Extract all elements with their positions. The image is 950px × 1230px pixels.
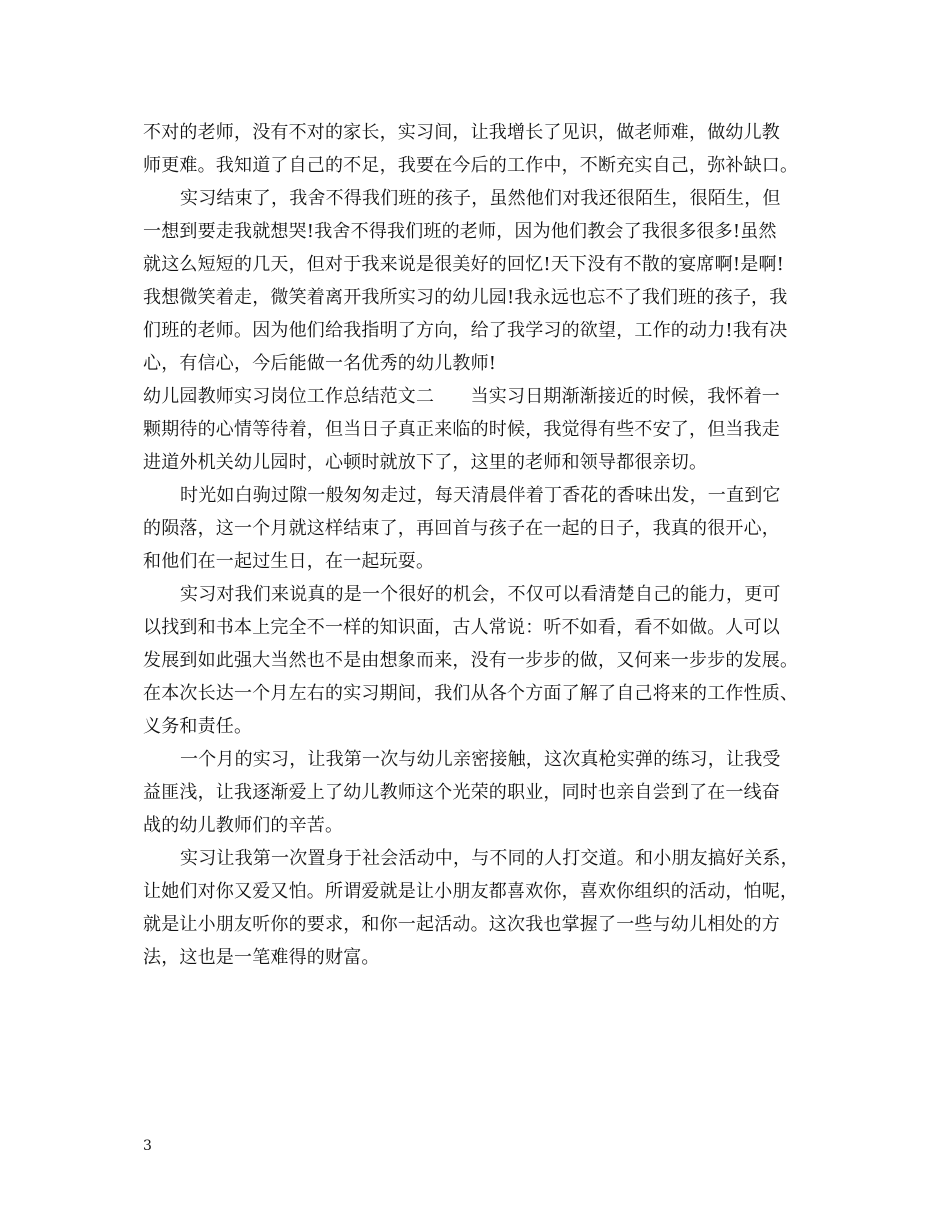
paragraph-start-line: 实习对我们来说真的是一个很好的机会，不仅可以看清楚自己的能力，更可 bbox=[180, 584, 781, 605]
text-line: 们班的老师。因为他们给我指明了方向，给了我学习的欲望，工作的动力!我有决 bbox=[143, 320, 788, 341]
paragraph-start-line: 时光如白驹过隙一般匆匆走过，每天清晨伴着丁香花的香味出发，一直到它 bbox=[180, 485, 781, 506]
text-line: 就这么短短的几天，但对于我来说是很美好的回忆!天下没有不散的宴席啊!是啊! bbox=[143, 254, 785, 275]
text-line: 心，有信心，今后能做一名优秀的幼儿教师! bbox=[143, 353, 497, 374]
body-text bbox=[143, 116, 808, 974]
text-line: 和他们在一起过生日，在一起玩耍。 bbox=[143, 551, 435, 572]
text-line: 在本次长达一个月左右的实习期间，我们从各个方面了解了自己将来的工作性质、 bbox=[143, 683, 799, 704]
text-line: 义务和责任。 bbox=[143, 716, 253, 737]
section-heading-line: 幼儿园教师实习岗位工作总结范文二 当实习日期渐渐接近的时候，我怀着一 bbox=[143, 386, 780, 407]
text-line: 战的幼儿教师们的辛苦。 bbox=[143, 815, 344, 836]
text-line: 就是让小朋友听你的要求，和你一起活动。这次我也掌握了一些与幼儿相处的方 bbox=[143, 914, 780, 935]
text-line: 颗期待的心情等待着，但当日子真正来临的时候，我觉得有些不安了，但当我走 bbox=[143, 419, 780, 440]
text-line: 一想到要走我就想哭!我舍不得我们班的老师，因为他们教会了我很多很多!虽然 bbox=[143, 221, 777, 242]
text-line: 益匪浅，让我逐渐爱上了幼儿教师这个光荣的职业，同时也亲自尝到了在一线奋 bbox=[143, 782, 780, 803]
text-line: 我想微笑着走，微笑着离开我所实习的幼儿园!我永远也忘不了我们班的孩子，我 bbox=[143, 287, 788, 308]
text-line: 让她们对你又爱又怕。所谓爱就是让小朋友都喜欢你，喜欢你组织的活动，怕呢， bbox=[143, 881, 799, 902]
text-line: 师更难。我知道了自己的不足，我要在今后的工作中，不断充实自己，弥补缺口。 bbox=[143, 155, 799, 176]
text-line: 发展到如此强大当然也不是由想象而来，没有一步步的做，又何来一步步的发展。 bbox=[143, 650, 799, 671]
page-number: 3 bbox=[143, 1138, 152, 1154]
text-line: 进道外机关幼儿园时，心顿时就放下了，这里的老师和领导都很亲切。 bbox=[143, 452, 708, 473]
paragraph-start-line: 实习让我第一次置身于社会活动中，与不同的人打交道。和小朋友搞好关系， bbox=[180, 848, 799, 869]
text-line: 不对的老师，没有不对的家长，实习间，让我增长了见识，做老师难，做幼儿教 bbox=[143, 122, 780, 143]
text-line: 的陨落，这一个月就这样结束了，再回首与孩子在一起的日子，我真的很开心， bbox=[143, 518, 780, 539]
text-line: 以找到和书本上完全不一样的知识面，古人常说：听不如看，看不如做。人可以 bbox=[143, 617, 780, 638]
text-line: 法，这也是一笔难得的财富。 bbox=[143, 947, 380, 968]
paragraph-start-line: 一个月的实习，让我第一次与幼儿亲密接触，这次真枪实弹的练习，让我受 bbox=[180, 749, 781, 770]
paragraph-start-line: 实习结束了，我舍不得我们班的孩子，虽然他们对我还很陌生，很陌生，但 bbox=[180, 188, 781, 209]
